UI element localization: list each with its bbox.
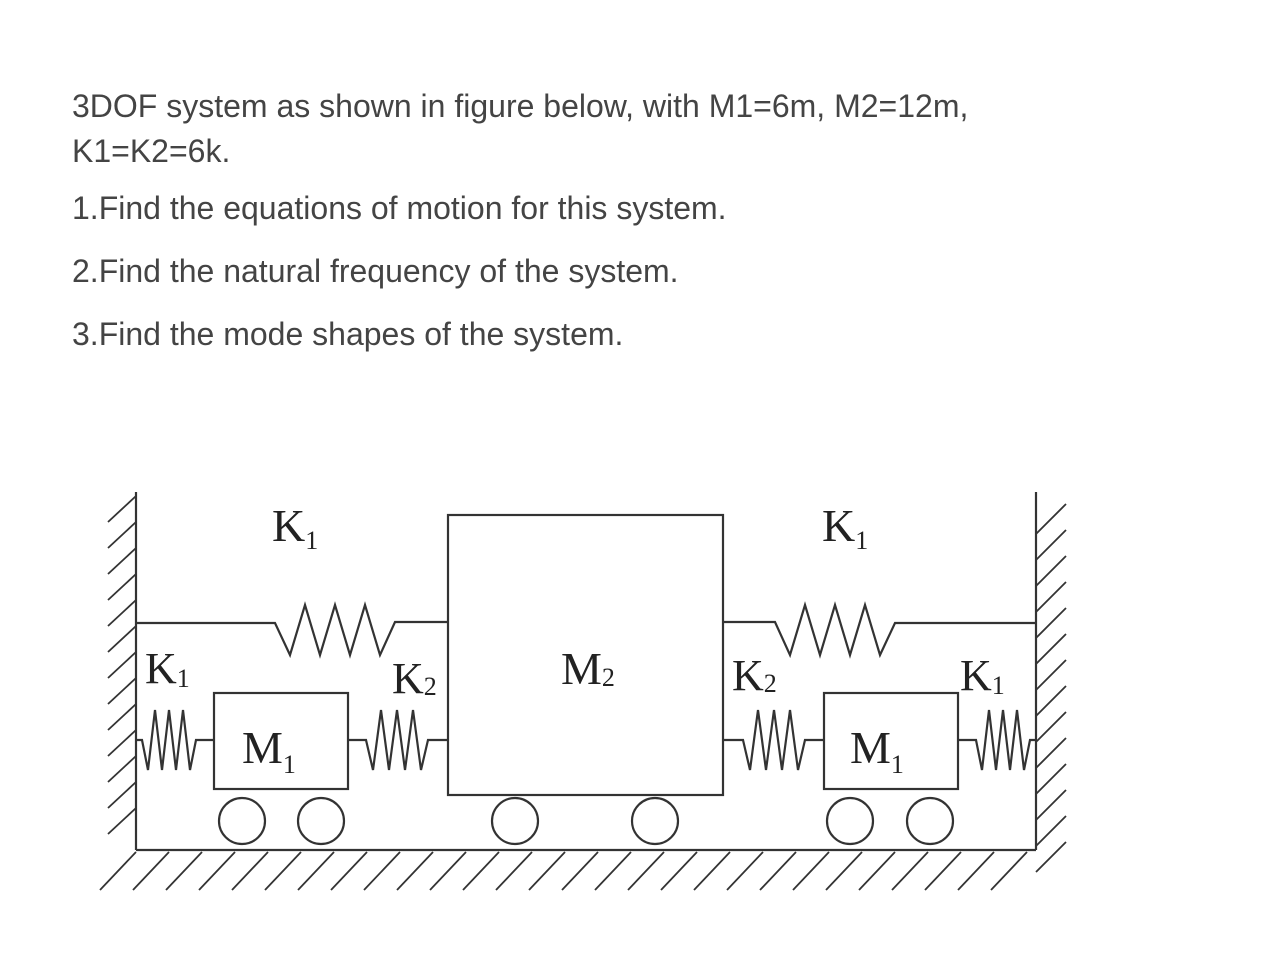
- right-wall-hatch-mark: [1036, 634, 1066, 664]
- right-wall-hatching: [1036, 504, 1066, 872]
- left-wall-hatch-mark: [108, 522, 136, 548]
- spring-k1-top-left: [136, 605, 448, 655]
- floor-hatch-mark: [100, 852, 136, 890]
- right-wall-hatch-mark: [1036, 530, 1066, 560]
- label-k2-right: K2: [732, 651, 777, 700]
- left-wall-hatch-mark: [108, 756, 136, 782]
- floor-hatch-mark: [529, 852, 565, 890]
- left-wall-hatch-mark: [108, 626, 136, 652]
- right-wall-hatch-mark: [1036, 816, 1066, 846]
- statement-line-2: K1=K2=6k.: [72, 133, 231, 169]
- floor-hatch-mark: [397, 852, 433, 890]
- wheel-m1-right-b: [907, 798, 953, 844]
- floor-hatch-mark: [496, 852, 532, 890]
- right-wall-hatch-mark: [1036, 660, 1066, 690]
- floor-hatch-mark: [166, 852, 202, 890]
- right-wall-hatch-mark: [1036, 556, 1066, 586]
- spring-k1-wall-right: [958, 710, 1036, 770]
- floor-hatch-mark: [958, 852, 994, 890]
- wheel-m2-b: [632, 798, 678, 844]
- label-k2-left: K2: [392, 654, 437, 703]
- spring-k1-wall-left: [136, 710, 214, 770]
- question-2: 2.Find the natural frequency of the system.: [72, 253, 679, 289]
- left-wall-hatch-mark: [108, 730, 136, 756]
- right-wall-hatch-mark: [1036, 790, 1066, 820]
- spring-k2-left: [348, 710, 448, 770]
- right-wall-hatch-mark: [1036, 842, 1066, 872]
- left-wall-hatch-mark: [108, 574, 136, 600]
- floor-hatch-mark: [694, 852, 730, 890]
- floor-hatch-mark: [628, 852, 664, 890]
- floor-hatch-mark: [991, 852, 1027, 890]
- floor-hatch-mark: [760, 852, 796, 890]
- question-3: 3.Find the mode shapes of the system.: [72, 316, 624, 352]
- floor-hatch-mark: [859, 852, 895, 890]
- right-wall-hatch-mark: [1036, 582, 1066, 612]
- floor-hatch-mark: [463, 852, 499, 890]
- floor-hatch-mark: [562, 852, 598, 890]
- floor-hatch-mark: [331, 852, 367, 890]
- spring-k1-top-right: [723, 605, 1036, 655]
- right-wall-hatch-mark: [1036, 686, 1066, 716]
- right-wall-hatch-mark: [1036, 712, 1066, 742]
- left-wall-hatch-mark: [108, 808, 136, 834]
- floor-hatch-mark: [364, 852, 400, 890]
- label-m1-left: $M_1$: [242, 722, 296, 779]
- left-wall-hatch-mark: [108, 496, 136, 522]
- wheel-m1-left-b: [298, 798, 344, 844]
- floor-hatch-mark: [595, 852, 631, 890]
- label-m2: M2: [561, 643, 615, 694]
- label-k1-top-right: K1: [822, 500, 869, 555]
- label-m1-right: $M_1$: [850, 722, 904, 779]
- left-wall-hatch-mark: [108, 782, 136, 808]
- floor-hatch-mark: [298, 852, 334, 890]
- floor-hatch-mark: [826, 852, 862, 890]
- left-wall-hatch-mark: [108, 704, 136, 730]
- label-k1-wall-left: K1: [145, 644, 190, 693]
- floor-hatch-mark: [265, 852, 301, 890]
- question-1: 1.Find the equations of motion for this system.: [72, 190, 727, 226]
- floor-hatch-mark: [232, 852, 268, 890]
- floor-hatch-mark: [430, 852, 466, 890]
- wheel-m1-left-a: [219, 798, 265, 844]
- floor-hatch-mark: [133, 852, 169, 890]
- floor-hatch-mark: [661, 852, 697, 890]
- right-wall-hatch-mark: [1036, 764, 1066, 794]
- wheel-m2-a: [492, 798, 538, 844]
- left-wall-hatching: [108, 496, 136, 834]
- floor-hatch-mark: [925, 852, 961, 890]
- floor-hatch-mark: [727, 852, 763, 890]
- right-wall-hatch-mark: [1036, 738, 1066, 768]
- label-k1-top-left: K1: [272, 500, 319, 555]
- wheel-m1-right-a: [827, 798, 873, 844]
- left-wall-hatch-mark: [108, 652, 136, 678]
- right-wall-hatch-mark: [1036, 608, 1066, 638]
- left-wall-hatch-mark: [108, 678, 136, 704]
- floor-hatch-mark: [199, 852, 235, 890]
- floor-hatching: [100, 852, 1027, 890]
- left-wall-hatch-mark: [108, 548, 136, 574]
- left-wall-hatch-mark: [108, 600, 136, 626]
- right-wall-hatch-mark: [1036, 504, 1066, 534]
- spring-k2-right: [723, 710, 824, 770]
- floor-hatch-mark: [793, 852, 829, 890]
- label-k1-wall-right: K1: [960, 651, 1005, 700]
- statement-line-1: 3DOF system as shown in figure below, with M1=6m, M2=12m,: [72, 88, 969, 124]
- floor-hatch-mark: [892, 852, 928, 890]
